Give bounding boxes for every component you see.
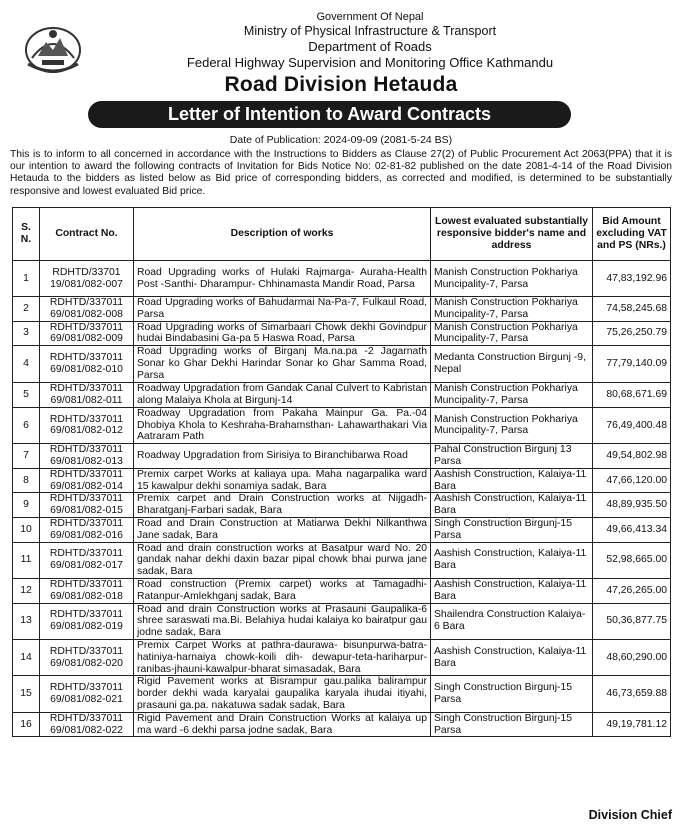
row-description: Roadway Upgradation from Sirisiya to Biranchibarwa Road [134, 444, 431, 469]
row-contract-no: RDHTD/337011 69/081/082-016 [40, 517, 134, 542]
table-row [13, 383, 671, 408]
row-bid-amount: 49,54,802.98 [593, 444, 671, 469]
row-description: Premix Carpet Works at pathra-daurawa- bisunpurwa-batra-hatiniya-harnaiya chowk-koili dih- dewapur-teta-hariharpur-ranibas-jhauni-kawalpur-bharat simasadak, Bara [134, 639, 431, 675]
row-bidder: Aashish Construction, Kalaiya-11 Bara [431, 578, 593, 603]
row-bidder: Singh Construction Birgunj-15 Parsa [431, 517, 593, 542]
row-bidder: Manish Construction Pokhariya Muncipality-7, Parsa [431, 407, 593, 443]
row-sn: 5 [13, 383, 40, 408]
contracts-table-body [13, 261, 671, 737]
row-contract-no: RDHTD/337011 69/081/082-011 [40, 383, 134, 408]
row-bidder: Pahal Construction Birgunj 13 Parsa [431, 444, 593, 469]
intro-paragraph: This is to inform to all concerned in accordance with the Instructions to Bidders as Clause 27(2) of Public Procurement Act 2063(PPA) that it is our intention to award the following contracts of Invitation for Bids Notice No: 02-81-82 published on the date 2081-4-14 of the Road Division Hetauda to the bidders as listed below as Bid price of corresponding bidders, as corrected and modified, is determined to be substantially responsive and lowest evaluated Bid price. [10, 149, 672, 197]
row-description: Road construction (Premix carpet) works at Tamagadhi-Ratanpur-Amlekhganj sadak, Bara [134, 578, 431, 603]
row-bid-amount: 48,89,935.50 [593, 493, 671, 518]
table-row [13, 346, 671, 383]
government-line: Government Of Nepal [316, 11, 424, 23]
row-bidder: Medanta Construction Birgunj -9, Nepal [431, 346, 593, 383]
row-description: Roadway Upgradation from Gandak Canal Culvert to Kabristan along Malaiya Khola at Birgunj-14 [134, 383, 431, 408]
office-line: Federal Highway Supervision and Monitoring Office Kathmandu [186, 55, 554, 70]
row-contract-no: RDHTD/337011 69/081/082-021 [40, 676, 134, 712]
row-contract-no: RDHTD/337011 69/081/082-008 [40, 297, 134, 322]
row-sn: 13 [13, 603, 40, 639]
row-contract-no: RDHTD/337011 69/081/082-018 [40, 578, 134, 603]
row-description: Road Upgrading works of Hulaki Rajmarga- Auraha-Health Post -Santhi- Dharampur- Chhinamasta Mandir Road, Parsa [134, 261, 431, 297]
row-sn: 9 [13, 493, 40, 518]
table-row [13, 444, 671, 469]
row-contract-no: RDHTD/337011 69/081/082-013 [40, 444, 134, 469]
row-sn: 16 [13, 712, 40, 737]
table-row [13, 321, 671, 346]
row-contract-no: RDHTD/337011 69/081/082-017 [40, 542, 134, 578]
row-description: Road and drain construction works at Basatpur ward No. 20 gandak nahar dekhi daxin bazar pipal chowk bhai purwa jane sadak, Bara [134, 542, 431, 578]
table-row [13, 639, 671, 675]
row-bid-amount: 77,79,140.09 [593, 346, 671, 383]
row-sn: 12 [13, 578, 40, 603]
row-bidder: Manish Construction Pokhariya Muncipality-7, Parsa [431, 321, 593, 346]
row-bidder: Aashish Construction, Kalaiya-11 Bara [431, 542, 593, 578]
row-description: Road Upgrading works of Simarbaari Chowk dekhi Govindpur hudai Bindabasini Ga-pa 5 Haswa Road, Parsa [134, 321, 431, 346]
col-header-sn: S. N. [13, 208, 40, 261]
row-contract-no: RDHTD/337011 69/081/082-020 [40, 639, 134, 675]
row-bid-amount: 52,98,665.00 [593, 542, 671, 578]
row-contract-no: RDHTD/337011 69/081/082-022 [40, 712, 134, 737]
signature-label: Division Chief [588, 808, 672, 822]
row-bid-amount: 49,66,413.34 [593, 517, 671, 542]
col-header-amount: Bid Amount excluding VAT and PS (NRs.) [593, 208, 671, 261]
row-bid-amount: 48,60,290.00 [593, 639, 671, 675]
table-row [13, 676, 671, 712]
table-row [13, 261, 671, 297]
row-bid-amount: 76,49,400.48 [593, 407, 671, 443]
row-bid-amount: 47,26,265.00 [593, 578, 671, 603]
row-description: Roadway Upgradation from Pakaha Mainpur Ga. Pa.-04 Dhobiya Khola to Keshraha-Brahamsthan- Lahawarthakari Via Aatraram Path [134, 407, 431, 443]
row-bidder: Manish Construction Pokhariya Muncipality-7, Parsa [431, 261, 593, 297]
table-row [13, 493, 671, 518]
row-bid-amount: 80,68,671.69 [593, 383, 671, 408]
row-contract-no: RDHTD/337011 69/081/082-019 [40, 603, 134, 639]
row-description: Road Upgrading works of Bahudarmai Na-Pa-7, Fulkaul Road, Parsa [134, 297, 431, 322]
row-bidder: Aashish Construction, Kalaiya-11 Bara [431, 493, 593, 518]
row-description: Road Upgrading works of Birganj Ma.na.pa -2 Jagarnath Sonar ko Ghar Dekhi Harindar Sonar ko Ghar Samma Road, Parsa [134, 346, 431, 383]
row-sn: 8 [13, 468, 40, 493]
row-contract-no: RDHTD/337011 69/081/082-012 [40, 407, 134, 443]
nepal-emblem-icon [22, 20, 84, 76]
table-row [13, 517, 671, 542]
table-row [13, 712, 671, 737]
division-title: Road Division Hetauda [224, 73, 458, 96]
row-contract-no: RDHTD/337011 69/081/082-015 [40, 493, 134, 518]
row-bid-amount: 75,26,250.79 [593, 321, 671, 346]
table-row [13, 542, 671, 578]
row-bidder: Shailendra Construction Kalaiya-6 Bara [431, 603, 593, 639]
row-bid-amount: 47,83,192.96 [593, 261, 671, 297]
ministry-line: Ministry of Physical Infrastructure & Transport [243, 24, 497, 38]
row-bidder: Singh Construction Birgunj-15 Parsa [431, 712, 593, 737]
row-description: Road and Drain Construction at Matiarwa Dekhi Nilkanthwa Jane sadak, Bara [134, 517, 431, 542]
row-sn: 15 [13, 676, 40, 712]
row-contract-no: RDHTD/33701 19/081/082-007 [40, 261, 134, 297]
row-sn: 7 [13, 444, 40, 469]
row-bidder: Singh Construction Birgunj-15 Parsa [431, 676, 593, 712]
department-line: Department of Roads [308, 39, 432, 54]
row-sn: 1 [13, 261, 40, 297]
table-row [13, 468, 671, 493]
row-sn: 2 [13, 297, 40, 322]
table-row [13, 578, 671, 603]
row-description: Premix carpet and Drain Construction works at Nijgadh-Bharatganj-Farbari sadak, Bara [134, 493, 431, 518]
row-bid-amount: 49,19,781.12 [593, 712, 671, 737]
publication-date: Date of Publication: 2024-09-09 (2081-5-24 BS) [229, 134, 453, 146]
table-row [13, 297, 671, 322]
col-header-contract: Contract No. [40, 208, 134, 261]
row-bid-amount: 47,66,120.00 [593, 468, 671, 493]
col-header-bidder: Lowest evaluated substantially responsive bidder's name and address [431, 208, 593, 261]
row-bidder: Manish Construction Pokhariya Muncipality-7, Parsa [431, 297, 593, 322]
row-sn: 6 [13, 407, 40, 443]
row-sn: 10 [13, 517, 40, 542]
row-sn: 11 [13, 542, 40, 578]
table-row [13, 407, 671, 443]
row-description: Rigid Pavement and Drain Construction Works at kalaiya up ma ward -6 dekhi parsa jodne sadak, Bara [134, 712, 431, 737]
row-bidder: Aashish Construction, Kalaiya-11 Bara [431, 468, 593, 493]
row-sn: 3 [13, 321, 40, 346]
row-bid-amount: 50,36,877.75 [593, 603, 671, 639]
row-contract-no: RDHTD/337011 69/081/082-009 [40, 321, 134, 346]
table-row [13, 603, 671, 639]
col-header-description: Description of works [134, 208, 431, 261]
row-sn: 4 [13, 346, 40, 383]
notice-title-banner: Letter of Intention to Award Contracts [88, 101, 571, 128]
row-contract-no: RDHTD/337011 69/081/082-010 [40, 346, 134, 383]
row-bidder: Manish Construction Pokhariya Muncipality-7, Parsa [431, 383, 593, 408]
row-bid-amount: 46,73,659.88 [593, 676, 671, 712]
row-sn: 14 [13, 639, 40, 675]
row-description: Road and drain Construction works at Prasauni Gaupalika-6 shree saraswati ma.Bi. Belahiya hudai kalaiya ko bairatpur gau jodne sadak, Bara [134, 603, 431, 639]
row-contract-no: RDHTD/337011 69/081/082-014 [40, 468, 134, 493]
row-description: Premix carpet Works at kaliaya upa. Maha nagarpalika ward 15 kawalpur dekhi sonamiya sadak, Bara [134, 468, 431, 493]
row-description: Rigid Pavement works at Bisrampur gau.palika balirampur border dekhi wada karyalai gaupalika karyala ihudai itiyahi, prasauni ga.pa. nakatuwa sadak sadak, Bara [134, 676, 431, 712]
row-bidder: Aashish Construction, Kalaiya-11 Bara [431, 639, 593, 675]
contracts-table [12, 207, 671, 737]
row-bid-amount: 74,58,245.68 [593, 297, 671, 322]
